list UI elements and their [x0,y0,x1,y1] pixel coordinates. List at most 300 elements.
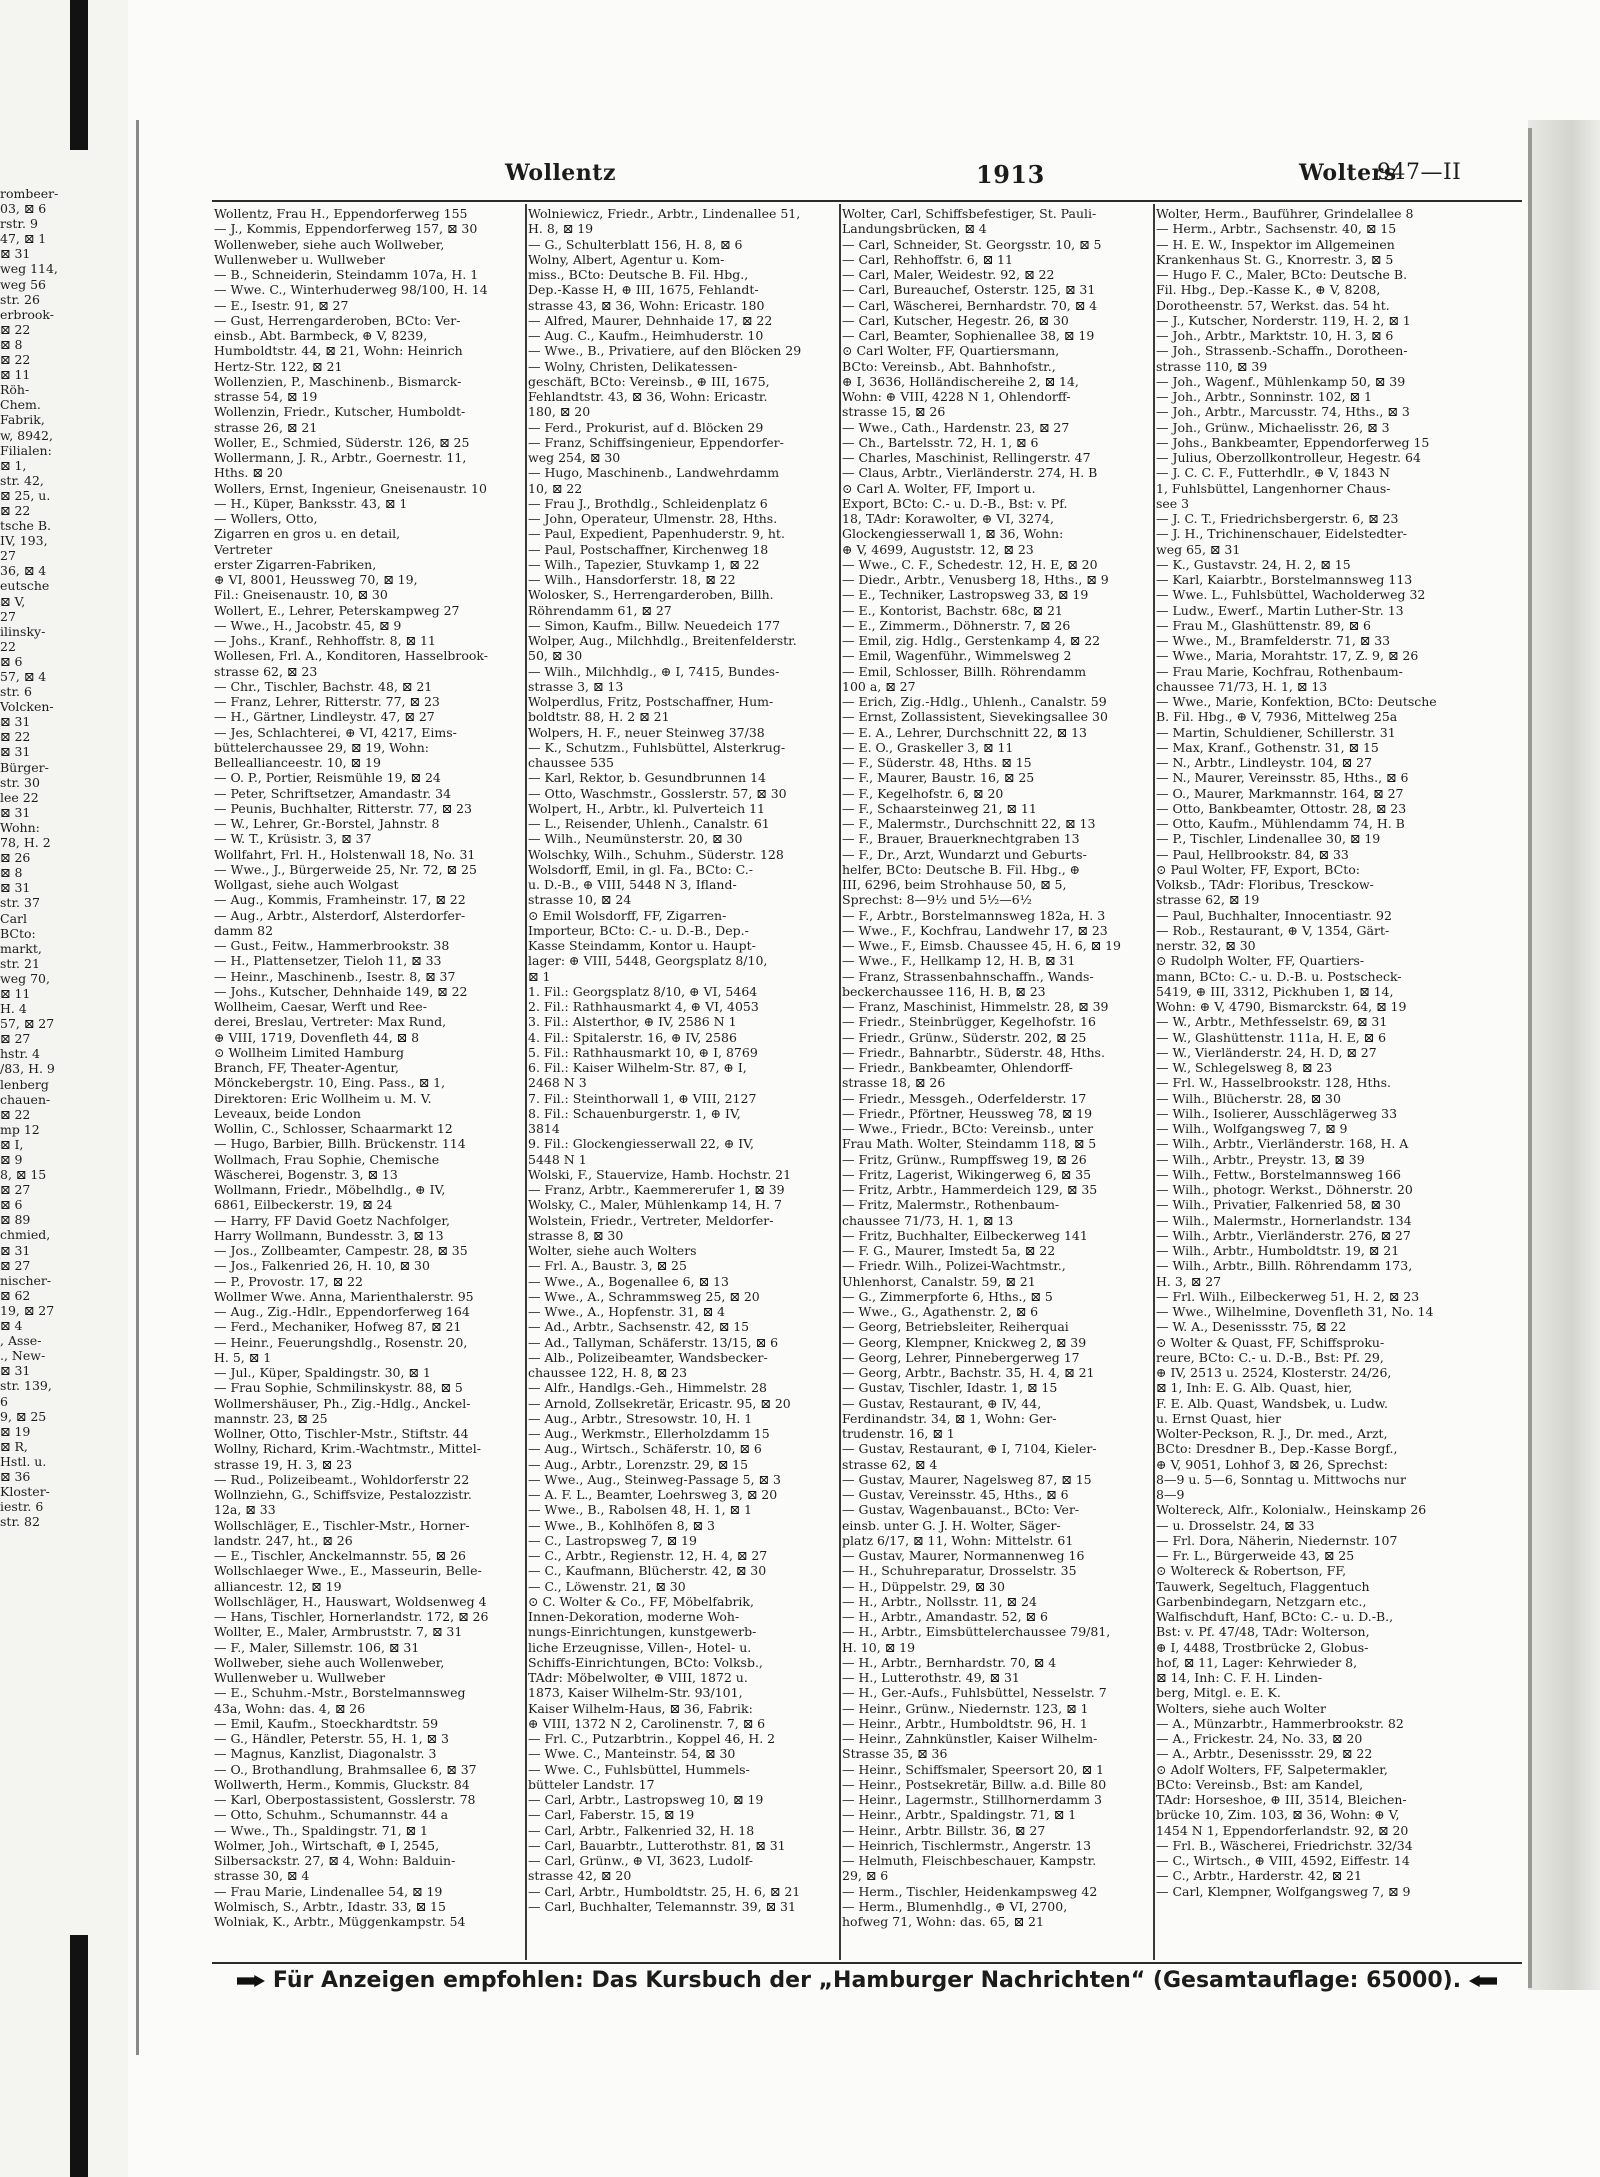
left-fragment-line: Kloster- [0,1484,50,1500]
directory-entry: Wollmach, Frau Sophie, Chemische [214,1151,440,1167]
left-fragment-line: Carl [0,910,27,926]
directory-entry: — Wolny, Christen, Delikatessen- [528,358,738,374]
directory-entry: 29, ⊠ 6 [842,1868,889,1884]
column-divider [839,204,841,1960]
directory-entry: strasse 15, ⊠ 26 [842,404,946,420]
directory-entry: — Karl, Kaiarbtr., Borstelmannsweg 113 [1156,572,1413,587]
directory-entry: Wollenweber, siehe auch Wollweber, [214,236,445,252]
directory-entry: — A., Arbtr., Desenissstr. 29, ⊠ 22 [1156,1746,1373,1762]
directory-entry: strasse 18, ⊠ 26 [842,1075,946,1091]
directory-entry: Landungsbrücken, ⊠ 4 [842,221,987,237]
directory-entry: — Georg, Lehrer, Pinnebergerweg 17 [842,1349,1080,1365]
left-fragment-line: ⊠ 19 [0,1423,31,1439]
left-fragment-line: ⊠ 36 [0,1468,31,1484]
directory-entry: — Friedr., Pförtner, Heussweg 78, ⊠ 19 [842,1105,1093,1121]
directory-entry: — C., Löwenstr. 21, ⊠ 30 [528,1578,686,1594]
directory-entry: strasse 42, ⊠ 20 [528,1868,632,1884]
directory-entry: Importeur, BCto: C.- u. D.-B., Dep.- [528,922,749,938]
directory-entry: Silbersackstr. 27, ⊠ 4, Wohn: Balduin- [214,1853,456,1868]
directory-entry: Tauwerk, Segeltuch, Flaggentuch [1156,1578,1370,1594]
directory-entry: — Wilh., Arbtr., Vierländerstr. 276, ⊠ 27 [1156,1227,1411,1243]
directory-entry: — Wwe., Th., Spaldingstr. 71, ⊠ 1 [214,1822,428,1838]
directory-entry: strasse 10, ⊠ 24 [528,892,632,908]
directory-entry: — G., Schulterblatt 156, H. 8, ⊠ 6 [528,236,743,252]
directory-entry: Woltereck, Alfr., Kolonialw., Heinskamp 26 [1156,1502,1427,1518]
directory-entry: Kaiser Wilhelm-Haus, ⊠ 36, Fabrik: [528,1700,753,1716]
spine-bar-top [70,0,88,150]
left-fragment-line: ⊠ 22 [0,352,31,368]
directory-entry: — Wilh., Arbtr., Preystr. 13, ⊠ 39 [1156,1151,1365,1167]
directory-entry: 43a, Wohn: das. 4, ⊠ 26 [214,1700,366,1716]
left-fragment-line: 9, ⊠ 25 [0,1408,47,1424]
directory-entry: — Claus, Arbtr., Vierländerstr. 274, H. B [842,465,1098,481]
directory-entry: — Wwe., B., Rabolsen 48, H. 1, ⊠ 1 [528,1502,752,1518]
directory-entry: Wollenzien, P., Maschinenb., Bismarck- [214,373,462,389]
left-fragment-line: ⊠ I, [0,1136,24,1152]
directory-entry: — A., Münzarbtr., Hammerbrookstr. 82 [1156,1715,1404,1731]
directory-entry: — Frl. C., Putzarbtrin., Koppel 46, H. 2 [528,1731,776,1746]
directory-entry: — Aug., Arbtr., Alsterdorf, Alsterdorfer- [214,907,466,923]
directory-entry: — Wwe. C., Fuhlsbüttel, Hummels- [528,1761,750,1777]
directory-entry: Sprechst: 8—9½ und 5½—6½ [842,892,1032,908]
directory-entry: — Gustav, Vereinsstr. 45, Hths., ⊠ 6 [842,1487,1069,1502]
directory-entry: — Wilh., Arbtr., Vierländerstr. 168, H. A [1156,1136,1409,1152]
directory-entry: — K., Schutzm., Fuhlsbüttel, Alsterkrug- [528,739,786,755]
directory-entry: 5. Fil.: Rathhausmarkt 10, ⊕ I, 8769 [528,1044,758,1060]
directory-entry: 1, Fuhlsbüttel, Langenhorner Chaus- [1156,480,1391,496]
directory-entry: — Aug. C., Kaufm., Heimhuderstr. 10 [528,328,764,343]
directory-entry: — Wwe., Friedr., BCto: Vereinsb., unter [842,1121,1094,1136]
header-page-number: 947—II [1377,160,1462,185]
left-fragment-line: markt, [0,940,42,956]
directory-entry: Mönckebergstr. 10, Eing. Pass., ⊠ 1, [214,1075,446,1091]
left-fragment-line: Volcken- [0,699,54,715]
directory-entry: — Wwe., Marie, Konfektion, BCto: Deutsche [1156,694,1437,709]
page-edge-line [1528,128,1532,1988]
left-fragment-line: lenberg [0,1076,49,1092]
directory-entry: — Ludw., Ewerf., Martin Luther-Str. 13 [1156,602,1404,618]
directory-entry: Wollmer Wwe. Anna, Marienthalerstr. 95 [214,1288,474,1304]
directory-entry: — Joh., Grünw., Michaelisstr. 26, ⊠ 3 [1156,419,1390,435]
directory-entry: — Otto, Kaufm., Mühlendamm 74, H. B [1156,816,1405,831]
directory-entry: III, 6296, beim Strohhause 50, ⊠ 5, [842,877,1067,892]
directory-entry: ⊕ I, 4488, Trostbrücke 2, Globus- [1156,1639,1369,1655]
directory-entry: — Georg, Arbtr., Bachstr. 35, H. 4, ⊠ 21 [842,1365,1095,1380]
directory-entry: — Alfred, Maurer, Dehnhaide 17, ⊠ 22 [528,312,773,328]
directory-entry: — E., Tischler, Anckelmannstr. 55, ⊠ 26 [214,1548,466,1563]
directory-entry: strasse 26, ⊠ 21 [214,419,318,435]
left-fragment-line: Filialen: [0,442,52,458]
directory-entry: 5448 N 1 [528,1151,587,1167]
advertisement-footer [212,1968,1522,2000]
directory-entry: strasse 8, ⊠ 30 [528,1227,624,1243]
directory-entry: miss., BCto: Deutsche B. Fil. Hbg., [528,267,749,282]
directory-entry: — Georg, Betriebsleiter, Reiherquai [842,1319,1069,1335]
left-fragment-line: Röh- [0,382,30,398]
directory-entry: Wolter, Herm., Bauführer, Grindelallee 8 [1156,206,1414,221]
directory-entry: — Hugo F. C., Maler, BCto: Deutsche B. [1156,267,1408,282]
directory-entry: 10, ⊠ 22 [528,480,583,496]
directory-entry: ⊕ V, 9051, Lohhof 3, ⊠ 26, Sprechst: [1156,1456,1388,1472]
directory-entry: — Heinr., Lagermstr., Stillhornerdamm 3 [842,1792,1102,1807]
directory-entry: — C., Arbtr., Harderstr. 42, ⊠ 21 [1156,1868,1362,1884]
directory-entry: Röhrendamm 61, ⊠ 27 [528,602,672,618]
directory-entry: 3814 [528,1121,560,1136]
directory-entry: TAdr: Horseshoe, ⊕ III, 3514, Bleichen- [1156,1792,1407,1807]
directory-entry: — F. G., Maurer, Imstedt 5a, ⊠ 22 [842,1243,1056,1258]
directory-entry: erster Zigarren-Fabriken, [214,556,377,572]
left-fragment-line: ⊠ 9 [0,1152,23,1167]
directory-entry: — A. F. L., Beamter, Loehrsweg 3, ⊠ 20 [528,1487,778,1502]
directory-entry: — Karl, Rektor, b. Gesundbrunnen 14 [528,770,766,786]
directory-entry: — Wilh., Neumünsterstr. 20, ⊠ 30 [528,831,743,847]
directory-entry: — E., Isestr. 91, ⊠ 27 [214,297,349,313]
directory-entry: — C., Kaufmann, Blücherstr. 42, ⊠ 30 [528,1563,767,1579]
left-fragment-line: ⊠ 27 [0,1182,31,1198]
directory-entry: Innen-Dekoration, moderne Woh- [528,1609,740,1624]
directory-entry: — Joh., Arbtr., Marktstr. 10, H. 3, ⊠ 6 [1156,328,1394,343]
directory-entry: — H., Arbtr., Nollsstr. 11, ⊠ 24 [842,1593,1037,1609]
directory-entry: 8. Fil.: Schauenburgerstr. 1, ⊕ IV, [528,1105,741,1121]
directory-entry: — Wwe., F., Eimsb. Chaussee 45, H. 6, ⊠ 19 [842,938,1121,953]
left-fragment-line: erbrook- [0,306,54,322]
left-fragment-line: BCto: [0,925,36,941]
left-fragment-line: mp 12 [0,1121,40,1137]
directory-entry: — Wwe. L., Fuhlsbüttel, Wacholderweg 32 [1156,587,1426,603]
left-fragment-line: 6 [0,1393,8,1409]
directory-entry: liche Erzeugnisse, Villen-, Hotel- u. [528,1639,752,1655]
left-fragment-line: ⊠ 62 [0,1287,31,1303]
directory-entry: ⊙ C. Wolter & Co., FF, Möbelfabrik, [528,1593,754,1609]
directory-entry: — H., Schuhreparatur, Drosselstr. 35 [842,1563,1077,1579]
left-fragment-line: rstr. 9 [0,216,38,232]
directory-entry: Leveaux, beide London [214,1105,361,1121]
directory-entry: — u. Drosselstr. 24, ⊠ 33 [1156,1517,1315,1533]
directory-entry: Wollwerth, Herm., Kommis, Gluckstr. 84 [214,1776,470,1792]
spine-bar-bottom [70,1935,88,2177]
directory-entry: Wolter-Peckson, R. J., Dr. med., Arzt, [1156,1426,1388,1441]
directory-entry: — Ad., Tallyman, Schäferstr. 13/15, ⊠ 6 [528,1334,779,1350]
directory-entry: — Carl, Faberstr. 15, ⊠ 19 [528,1807,695,1823]
directory-entry: — Franz, Lehrer, Ritterstr. 77, ⊠ 23 [214,694,440,709]
directory-entry: — Harry, FF David Goetz Nachfolger, [214,1212,451,1228]
directory-entry: — O., Maurer, Markmannstr. 164, ⊠ 27 [1156,785,1404,801]
directory-entry: — Friedr. Wilh., Polizei-Wachtmstr., [842,1258,1066,1274]
directory-entry: — Fritz, Grünw., Rumpffsweg 19, ⊠ 26 [842,1151,1087,1167]
directory-entry: bütteler Landstr. 17 [528,1776,655,1792]
directory-entry: ⊠ 14, Inh: C. F. H. Linden- [1156,1670,1323,1685]
directory-entry: berg, Mitgl. e. E. K. [1156,1685,1281,1701]
left-fragment-line: tsche B. [0,518,52,534]
left-fragment-line: chmied, [0,1227,51,1243]
directory-entry: — Carl, Kutscher, Hegestr. 26, ⊠ 30 [842,312,1069,328]
header-year: 1913 [976,160,1045,189]
directory-entry: 1873, Kaiser Wilhelm-Str. 93/101, [528,1685,743,1701]
directory-entry: u. D.-B., ⊕ VIII, 5448 N 3, Ifland- [528,877,737,892]
directory-entry: strasse 19, H. 3, ⊠ 23 [214,1456,353,1472]
directory-entry: 18, TAdr: Korawolter, ⊕ VI, 3274, [842,511,1054,526]
left-fragment-line: 78, H. 2 [0,835,51,851]
directory-entry: — Wwe., Wilhelmine, Dovenfleth 31, No. 14 [1156,1304,1434,1319]
directory-entry: — Ferd., Prokurist, auf d. Blöcken 29 [528,419,764,435]
directory-entry: — Wwe., B., Kohlhöfen 8, ⊠ 3 [528,1517,715,1533]
directory-entry: Wollesen, Frl. A., Konditoren, Hasselbrook- [214,648,488,664]
directory-entry: u. Ernst Quast, hier [1156,1410,1282,1426]
directory-entry: platz 6/17, ⊠ 11, Wohn: Mittelstr. 61 [842,1532,1074,1548]
directory-entry: — Carl, Rehhoffstr. 6, ⊠ 11 [842,251,1013,267]
directory-entry: — W. A., Desenissstr. 75, ⊠ 22 [1156,1319,1347,1335]
directory-entry: — Emil, Wagenführ., Wimmelsweg 2 [842,648,1072,664]
directory-entry: — Frau Sophie, Schmilinskystr. 88, ⊠ 5 [214,1380,463,1396]
directory-entry: — O., Brothandlung, Brahmsallee 6, ⊠ 37 [214,1761,477,1777]
directory-entry: — N., Maurer, Vereinsstr. 85, Hths., ⊠ 6 [1156,770,1409,786]
directory-entry: — C., Lastropsweg 7, ⊠ 19 [528,1532,697,1548]
directory-entry: — Peter, Schriftsetzer, Amandastr. 34 [214,785,452,801]
directory-entry: — H. E. W., Inspektor im Allgemeinen [1156,236,1395,252]
directory-entry: — Gustav, Maurer, Normannenweg 16 [842,1548,1085,1563]
directory-entry: Belleallianceestr. 10, ⊠ 19 [214,755,381,770]
directory-entry: Walfischduft, Hanf, BCto: C.- u. D.-B., [1156,1609,1394,1624]
left-fragment-line: ⊠ 31 [0,880,31,896]
directory-entry: — E., Kontorist, Bachstr. 68c, ⊠ 21 [842,602,1063,618]
directory-entry: Uhlenhorst, Canalstr. 59, ⊠ 21 [842,1273,1036,1289]
directory-entry: — Wwe., A., Schrammsweg 25, ⊠ 20 [528,1288,760,1304]
directory-entry: — Fritz, Arbtr., Hammerdeich 129, ⊠ 35 [842,1182,1098,1197]
directory-entry: — Ernst, Zollassistent, Sievekingsallee 30 [842,709,1108,725]
directory-entry: — Joh., Arbtr., Marcusstr. 74, Hths., ⊠ 3 [1156,404,1410,420]
directory-entry: — Johs., Kranf., Rehhoffstr. 8, ⊠ 11 [214,633,436,648]
directory-entry: — Wilh., Milchhdlg., ⊕ I, 7415, Bundes- [528,663,780,679]
directory-column-4 [1156,206,1466,1958]
left-fragment-line: Bürger- [0,759,49,775]
directory-entry: — Heinr., Maschinenb., Isestr. 8, ⊠ 37 [214,968,456,984]
left-fragment-line: 27 [0,608,16,624]
directory-entry: einsb., Abt. Barmbeck, ⊕ V, 8239, [214,328,428,343]
directory-column-3 [842,206,1152,1958]
directory-entry: H. 3, ⊠ 27 [1156,1273,1222,1289]
directory-entry: — Frl. B., Wäscherei, Friedrichstr. 32/34 [1156,1837,1413,1853]
directory-entry: 100 a, ⊠ 27 [842,678,916,694]
directory-entry: Wolniewicz, Friedr., Arbtr., Lindenallee 51, [528,206,801,221]
left-fragment-line: ⊠ 4 [0,1318,23,1334]
directory-entry: Wollin, C., Schlosser, Schaarmarkt 12 [214,1121,453,1136]
directory-entry: 2. Fil.: Rathhausmarkt 4, ⊕ VI, 4053 [528,999,759,1014]
directory-entry: — Friedr., Steinbrügger, Kegelhofstr. 16 [842,1014,1096,1030]
directory-entry: trudenstr. 16, ⊠ 1 [842,1426,955,1441]
directory-entry: — Wilh., Blücherstr. 28, ⊠ 30 [1156,1090,1341,1106]
directory-entry: ⊙ Wolter & Quast, FF, Schiffsproku- [1156,1334,1385,1350]
directory-entry: boldtstr. 88, H. 2 ⊠ 21 [528,709,670,725]
directory-entry: — Heinr., Feuerungshdlg., Rosenstr. 20, [214,1334,468,1350]
directory-entry: — Frau J., Brothdlg., Schleidenplatz 6 [528,495,768,511]
directory-entry: — Fr. L., Bürgerweide 43, ⊠ 25 [1156,1548,1355,1563]
directory-entry: 7. Fil.: Steinthorwall 1, ⊕ VIII, 2127 [528,1090,757,1106]
directory-entry: 1. Fil.: Georgsplatz 8/10, ⊕ VI, 5464 [528,983,758,999]
directory-entry: — John, Operateur, Ulmenstr. 28, Hths. [528,511,778,526]
left-fragment-line: ⊠ 26 [0,850,31,866]
left-fragment-line: H. 4 [0,1001,27,1017]
directory-entry: — H., Ger.-Aufs., Fuhlsbüttel, Nesselstr. 7 [842,1685,1107,1701]
directory-entry: — Heinr., Postsekretär, Billw. a.d. Bille 80 [842,1776,1107,1792]
directory-entry: Wolosker, S., Herrengarderoben, Billh. [528,587,774,603]
page-edge [1528,120,1600,1990]
directory-entry: — Joh., Strassenb.-Schaffn., Dorotheen- [1156,343,1408,359]
directory-entry: Wollner, Otto, Tischler-Mstr., Stiftstr. 44 [214,1426,469,1441]
directory-entry: Wolny, Albert, Agentur u. Kom- [528,251,725,267]
directory-entry: ⊙ Rudolph Wolter, FF, Quartiers- [1156,953,1365,969]
directory-entry: — Georg, Klempner, Knickweg 2, ⊠ 39 [842,1334,1087,1350]
left-fragment-line: ⊠ 11 [0,367,31,383]
directory-entry: chaussee 535 [528,755,615,770]
directory-entry: — Frl. A., Baustr. 3, ⊠ 25 [528,1258,687,1274]
directory-entry: — Carl, Bureauchef, Osterstr. 125, ⊠ 31 [842,282,1096,298]
directory-entry: ⊙ Woltereck & Robertson, FF, [1156,1563,1347,1579]
directory-entry: H. 10, ⊠ 19 [842,1639,916,1655]
directory-entry: 8—9 u. 5—6, Sonntag u. Mittwochs nur [1156,1471,1406,1487]
directory-entry: Wolmer, Joh., Wirtschaft, ⊕ I, 2545, [214,1837,440,1853]
left-fragment-line: rombeer- [0,186,59,201]
left-fragment-line: ⊠ 1, [0,457,27,473]
directory-entry: Wolpers, H. F., neuer Steinweg 37/38 [528,724,765,740]
directory-entry: — J. H., Trichinenschauer, Eidelstedter- [1156,526,1408,542]
directory-entry: — Gustav, Tischler, Idastr. 1, ⊠ 15 [842,1380,1058,1396]
directory-entry: — Martin, Schuldiener, Schillerstr. 31 [1156,724,1396,740]
directory-entry: 6. Fil.: Kaiser Wilhelm-Str. 87, ⊕ I, [528,1060,747,1075]
directory-entry: — Gust, Herrengarderoben, BCto: Ver- [214,312,461,328]
directory-entry: — Wilh., Isolierer, Ausschlägerweg 33 [1156,1105,1398,1121]
directory-entry: H. 5, ⊠ 1 [214,1349,272,1365]
directory-entry: — Heinr., Arbtr., Humboldtstr. 96, H. 1 [842,1715,1088,1731]
left-fragment-line: 8, ⊠ 15 [0,1167,47,1183]
directory-entry: Bst: v. Pf. 47/48, TAdr: Wolterson, [1156,1624,1370,1640]
directory-entry: — Frl. Wilh., Eilbeckerweg 51, H. 2, ⊠ 23 [1156,1288,1420,1304]
directory-entry: — E., Schuhm.-Mstr., Borstelmannsweg [214,1685,466,1701]
directory-entry: ⊕ I, 3636, Holländischereihe 2, ⊠ 14, [842,373,1079,389]
directory-entry: — F., Brauer, Brauerknechtgraben 13 [842,831,1080,847]
directory-entry: — Friedr., Bahnarbtr., Süderstr. 48, Hths. [842,1044,1105,1060]
directory-column-1 [214,206,524,1958]
directory-entry: — G., Zimmerpforte 6, Hths., ⊠ 5 [842,1288,1053,1304]
directory-entry: — Gustav, Wagenbauanst., BCto: Ver- [842,1502,1080,1518]
directory-entry: H. 8, ⊠ 19 [528,221,594,237]
directory-entry: — H., Arbtr., Eimsbüttelerchaussee 79/81, [842,1624,1111,1640]
directory-entry: 6861, Eilbeckerstr. 19, ⊠ 24 [214,1197,393,1213]
directory-entry: Wollers, Ernst, Ingenieur, Gneisenaustr. 10 [214,480,487,496]
directory-entry: — Franz, Strassenbahnschaffn., Wands- [842,968,1094,984]
directory-entry: — Jul., Küper, Spaldingstr. 30, ⊠ 1 [214,1365,431,1380]
directory-entry: — Hugo, Maschinenb., Landwehrdamm [528,465,780,481]
directory-entry: — C., Wirtsch., ⊕ VIII, 4592, Eiffestr. 14 [1156,1853,1410,1868]
directory-entry: brücke 10, Zim. 103, ⊠ 36, Wohn: ⊕ V, [1156,1807,1400,1823]
directory-entry: — E. A., Lehrer, Durchschnitt 22, ⊠ 13 [842,724,1088,740]
left-fragment-line: 27 [0,548,16,564]
left-fragment-line: str. 21 [0,955,40,971]
directory-entry: Wollschläger, E., Tischler-Mstr., Horner- [214,1517,470,1533]
left-fragment-line: lee 22 [0,789,39,805]
header-right-word: Wolters [1299,160,1397,186]
directory-entry: — F., Arbtr., Borstelmannsweg 182a, H. 3 [842,907,1106,923]
directory-entry: — P., Tischler, Lindenallee 30, ⊠ 19 [1156,831,1381,847]
footer-text: Für Anzeigen empfohlen: Das Kursbuch der „Hamburger Nachrichten“ (Gesamtauflage: 65000). [272,1968,1462,1993]
directory-entry: büttelerchaussee 29, ⊠ 19, Wohn: [214,739,430,755]
directory-entry: — Heinr., Grünw., Niedernstr. 123, ⊠ 1 [842,1700,1089,1716]
directory-entry: — Erich, Zig.-Hdlg., Uhlenh., Canalstr. 59 [842,694,1107,709]
directory-entry: — Carl, Schneider, St. Georgsstr. 10, ⊠ 5 [842,236,1102,252]
directory-entry: Garbenbindegarn, Netzgarn etc., [1156,1593,1367,1609]
directory-entry: — Emil, zig. Hdlg., Gerstenkamp 4, ⊠ 22 [842,633,1101,648]
directory-entry: — Paul, Buchhalter, Innocentiastr. 92 [1156,907,1392,923]
directory-entry: Volksb., TAdr: Floribus, Tresckow- [1156,877,1374,892]
directory-entry: — Frau Marie, Kochfrau, Rothenbaum- [1156,663,1403,679]
directory-entry: — Peunis, Buchhalter, Ritterstr. 77, ⊠ 23 [214,800,472,816]
directory-entry: — Wilh., Tapezier, Stuvkamp 1, ⊠ 22 [528,556,760,572]
left-fragment-line: 36, ⊠ 4 [0,563,47,579]
directory-entry: Direktoren: Eric Wollheim u. M. V. [214,1090,432,1106]
directory-entry: — Fritz, Malermstr., Rothenbaum- [842,1197,1060,1213]
footer-rule [212,1962,1522,1964]
directory-entry: lager: ⊕ VIII, 5448, Georgsplatz 8/10, [528,953,768,969]
directory-entry: Wäscherei, Bogenstr. 3, ⊠ 13 [214,1166,398,1182]
directory-entry: — W., Lehrer, Gr.-Borstel, Jahnstr. 8 [214,816,440,831]
directory-entry: — Wilh., Arbtr., Billh. Röhrendamm 173, [1156,1258,1413,1274]
directory-entry: — F., Maurer, Baustr. 16, ⊠ 25 [842,770,1035,786]
directory-entry: — E. O., Graskeller 3, ⊠ 11 [842,739,1014,755]
directory-entry: Wolters, siehe auch Wolter [1156,1700,1326,1716]
directory-entry: — Simon, Kaufm., Billw. Neuedeich 177 [528,617,781,633]
directory-entry: — Wwe. C., Winterhuderweg 98/100, H. 14 [214,282,488,298]
directory-entry: — Diedr., Arbtr., Venusberg 18, Hths., ⊠ 9 [842,572,1109,587]
directory-entry: ⊠ 1 [528,968,551,984]
directory-entry: — H., Düppelstr. 29, ⊠ 30 [842,1578,1005,1594]
directory-entry: — K., Gustavstr. 24, H. 2, ⊠ 15 [1156,556,1351,572]
directory-entry: — Frl. Dora, Näherin, Niedernstr. 107 [1156,1532,1398,1548]
directory-entry: 1454 N 1, Eppendorferlandstr. 92, ⊠ 20 [1156,1822,1409,1838]
directory-entry: ⊙ Emil Wolsdorff, FF, Zigarren- [528,907,727,923]
directory-entry: Schiffs-Einrichtungen, BCto: Volksb., [528,1654,763,1670]
directory-entry: Wollert, E., Lehrer, Peterskampweg 27 [214,602,460,618]
directory-entry: — Aug., Arbtr., Stresowstr. 10, H. 1 [528,1410,753,1426]
directory-entry: Woller, E., Schmied, Süderstr. 126, ⊠ 25 [214,434,470,450]
directory-entry: — Fritz, Lagerist, Wikingerweg 6, ⊠ 35 [842,1166,1092,1182]
directory-entry: — Wwe., Aug., Steinweg-Passage 5, ⊠ 3 [528,1471,781,1487]
directory-entry: — Aug., Kommis, Framheinstr. 17, ⊠ 22 [214,892,466,908]
directory-entry: Wolper, Aug., Milchhdlg., Breitenfelderstr. [528,633,797,648]
directory-entry: 2468 N 3 [528,1075,587,1091]
directory-entry: — Ch., Bartelsstr. 72, H. 1, ⊠ 6 [842,434,1039,450]
directory-entry: — N., Arbtr., Lindleystr. 104, ⊠ 27 [1156,755,1373,770]
directory-entry: damm 82 [214,922,274,938]
directory-entry: weg 65, ⊠ 31 [1156,541,1241,557]
directory-entry: ⊕ VIII, 1372 N 2, Carolinenstr. 7, ⊠ 6 [528,1715,766,1731]
directory-entry: — Heinr., Zahnkünstler, Kaiser Wilhelm- [842,1731,1098,1746]
directory-entry: Wolter, siehe auch Wolters [528,1243,697,1258]
directory-entry: — Frau M., Glashüttenstr. 89, ⊠ 6 [1156,617,1372,633]
left-fragment-line: str. 42, [0,472,44,488]
directory-entry: — G., Händler, Peterstr. 55, H. 1, ⊠ 3 [214,1731,449,1746]
directory-entry: Wollnziehn, G., Schiffsvize, Pestalozzistr. [214,1487,472,1502]
directory-entry: — J., Kutscher, Norderstr. 119, H. 2, ⊠ 1 [1156,312,1411,328]
directory-entry: Dorotheenstr. 57, Werkst. das. 54 ht. [1156,297,1390,313]
directory-entry: — Otto, Bankbeamter, Ottostr. 28, ⊠ 23 [1156,800,1407,816]
directory-entry: — Friedr., Messgeh., Oderfelderstr. 17 [842,1090,1087,1106]
directory-entry: — Wollers, Otto, [214,511,318,526]
directory-entry: — Chr., Tischler, Bachstr. 48, ⊠ 21 [214,678,433,694]
directory-entry: — Rud., Polizeibeamt., Wohldorferstr 22 [214,1471,470,1487]
directory-entry: Frau Math. Wolter, Steindamm 118, ⊠ 5 [842,1136,1097,1152]
directory-entry: ⊙ Paul Wolter, FF, Export, BCto: [1156,861,1360,877]
directory-entry: 5419, ⊕ III, 3312, Pickhuben 1, ⊠ 14, [1156,983,1394,999]
directory-entry: — Franz, Arbtr., Kaemmererufer 1, ⊠ 39 [528,1182,785,1197]
